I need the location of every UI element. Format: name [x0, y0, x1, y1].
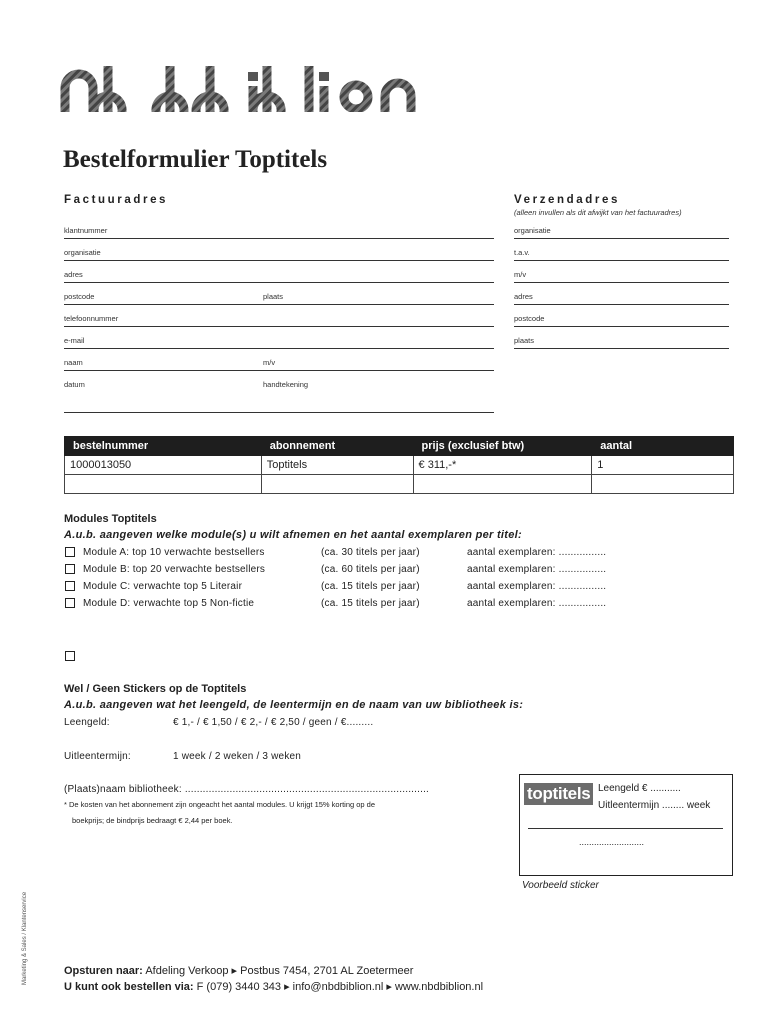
toptitels-logo: toptitels — [524, 783, 593, 805]
module-b-name: Module B: top 20 verwachte bestsellers — [83, 564, 266, 575]
naam-label: naam — [64, 358, 83, 367]
module-b-exemplaren[interactable]: aantal exemplaren: ................ — [467, 564, 607, 575]
footer-line-2 — [64, 980, 483, 993]
footnote-line-2: boekprijs; de bindprijs bedraagt € 2,44 per boek. — [72, 816, 233, 825]
adres-field[interactable] — [64, 282, 494, 283]
handtekening-label: handtekening — [263, 380, 309, 389]
naam-field[interactable] — [64, 370, 494, 371]
telefoonnummer-label: telefoonnummer — [64, 314, 119, 323]
leengeld-label: Leengeld: — [64, 717, 110, 728]
organisatie-field[interactable] — [64, 260, 494, 261]
module-c-exemplaren[interactable]: aantal exemplaren: ................ — [467, 581, 607, 592]
verzendadres-heading: Verzendadres — [514, 194, 620, 206]
module-c-row — [65, 581, 607, 594]
sticker-divider — [528, 828, 723, 829]
adres-label: adres — [64, 270, 83, 279]
klantnummer-label: klantnummer — [64, 226, 108, 235]
email-field[interactable] — [64, 348, 494, 349]
leengeld-options[interactable]: € 1,- / € 1,50 / € 2,- / € 2,50 / geen / €......... — [173, 717, 374, 728]
verzend-plaats-field[interactable] — [514, 348, 729, 349]
bestelnummer-cell[interactable] — [65, 475, 262, 494]
module-b-row — [65, 564, 607, 577]
bestelnummer-cell[interactable]: 1000013050 — [65, 456, 262, 475]
verzend-organisatie-field[interactable] — [514, 238, 729, 239]
sticker-leengeld: Leengeld € ........... — [598, 783, 681, 794]
aantal-cell[interactable] — [592, 475, 734, 494]
verzend-organisatie-label: organisatie — [514, 226, 551, 235]
module-b-checkbox[interactable] — [65, 564, 75, 574]
datum-handtekening-field[interactable] — [64, 412, 494, 413]
sticker-caption: Voorbeeld sticker — [522, 880, 599, 891]
verzend-plaats-label: plaats — [514, 336, 535, 345]
module-a-name: Module A: top 10 verwachte bestsellers — [83, 547, 265, 558]
module-a-checkbox[interactable] — [65, 547, 75, 557]
modules-heading: Modules Toptitels — [64, 513, 157, 525]
module-a-count: (ca. 30 titels per jaar) — [321, 547, 420, 558]
verzend-mv-label: m/v — [514, 270, 527, 279]
verzend-adres-field[interactable] — [514, 304, 729, 305]
column-header: bestelnummer — [65, 437, 262, 456]
aantal-cell[interactable]: 1 — [592, 456, 734, 475]
uitleentermijn-label: Uitleentermijn: — [64, 751, 131, 762]
modules-subheading: A.u.b. aangeven welke module(s) u wilt afnemen en het aantal exemplaren per titel: — [64, 529, 522, 541]
nbd-biblion-logo — [60, 66, 430, 112]
verzend-tav-label: t.a.v. — [514, 248, 530, 257]
table-row — [65, 456, 734, 475]
verzend-postcode-label: postcode — [514, 314, 545, 323]
module-c-name: Module C: verwachte top 5 Literair — [83, 581, 243, 592]
datum-label: datum — [64, 380, 85, 389]
mv-label: m/v — [263, 358, 276, 367]
module-d-checkbox[interactable] — [65, 598, 75, 608]
column-header: abonnement — [261, 437, 413, 456]
column-header: aantal — [592, 437, 734, 456]
telefoonnummer-field[interactable] — [64, 326, 494, 327]
bestellen-label: U kunt ook bestellen via: — [64, 981, 194, 993]
module-d-name: Module D: verwachte top 5 Non-fictie — [83, 598, 255, 609]
verzend-adres-label: adres — [514, 292, 533, 301]
module-a-exemplaren[interactable]: aantal exemplaren: ................ — [467, 547, 607, 558]
opsturen-label: Opsturen naar: — [64, 965, 143, 977]
bestellen-contact[interactable]: F (079) 3440 343 ▸ info@nbdbiblion.nl ▸ www.nbdbiblion.nl — [196, 981, 484, 993]
order-table — [64, 436, 734, 494]
side-department-text: Marketing & Sales / Klantenservice — [22, 891, 28, 985]
footer-line-1 — [64, 964, 413, 977]
sticker-dots: .......................... — [579, 837, 645, 847]
abonnement-cell[interactable] — [261, 475, 413, 494]
postcode-label: postcode — [64, 292, 95, 301]
verzend-mv-field[interactable] — [514, 282, 729, 283]
footnote-line-1: * De kosten van het abonnement zijn ongeacht het aantal modules. U krijgt 15% korting op de — [64, 800, 376, 809]
module-b-count: (ca. 60 titels per jaar) — [321, 564, 420, 575]
plaatsnaam-field[interactable]: (Plaats)naam bibliotheek: .................................................................................. — [64, 784, 430, 795]
verzendadres-note: (alleen invullen als dit afwijkt van het factuuradres) — [514, 208, 682, 217]
module-d-count: (ca. 15 titels per jaar) — [321, 598, 420, 609]
verzend-tav-field[interactable] — [514, 260, 729, 261]
organisatie-label: organisatie — [64, 248, 101, 257]
prijs-cell[interactable]: € 311,-* — [413, 456, 592, 475]
stickers-heading: Wel / Geen Stickers op de Toptitels — [64, 683, 247, 695]
module-d-exemplaren[interactable]: aantal exemplaren: ................ — [467, 598, 607, 609]
module-c-count: (ca. 15 titels per jaar) — [321, 581, 420, 592]
abonnement-cell[interactable]: Toptitels — [261, 456, 413, 475]
prijs-cell[interactable] — [413, 475, 592, 494]
order-table-header — [65, 437, 734, 456]
postcode-plaats-field[interactable] — [64, 304, 494, 305]
opsturen-address: Afdeling Verkoop ▸ Postbus 7454, 2701 AL Zoetermeer — [145, 965, 414, 977]
page-title: Bestelformulier Toptitels — [63, 146, 328, 173]
klantnummer-field[interactable] — [64, 238, 494, 239]
email-label: e-mail — [64, 336, 85, 345]
plaats-label: plaats — [263, 292, 284, 301]
stickers-subheading: A.u.b. aangeven wat het leengeld, de leentermijn en de naam van uw bibliotheek is: — [64, 699, 524, 711]
uitleentermijn-options[interactable]: 1 week / 2 weken / 3 weken — [173, 751, 302, 762]
sticker-uitleentermijn: Uitleentermijn ........ week — [598, 800, 711, 811]
module-a-row — [65, 547, 607, 560]
stickers-checkbox[interactable] — [65, 651, 75, 661]
verzend-postcode-field[interactable] — [514, 326, 729, 327]
module-c-checkbox[interactable] — [65, 581, 75, 591]
table-row — [65, 475, 734, 494]
column-header: prijs (exclusief btw) — [413, 437, 592, 456]
module-d-row — [65, 598, 607, 611]
factuuradres-heading: Factuuradres — [64, 194, 169, 206]
